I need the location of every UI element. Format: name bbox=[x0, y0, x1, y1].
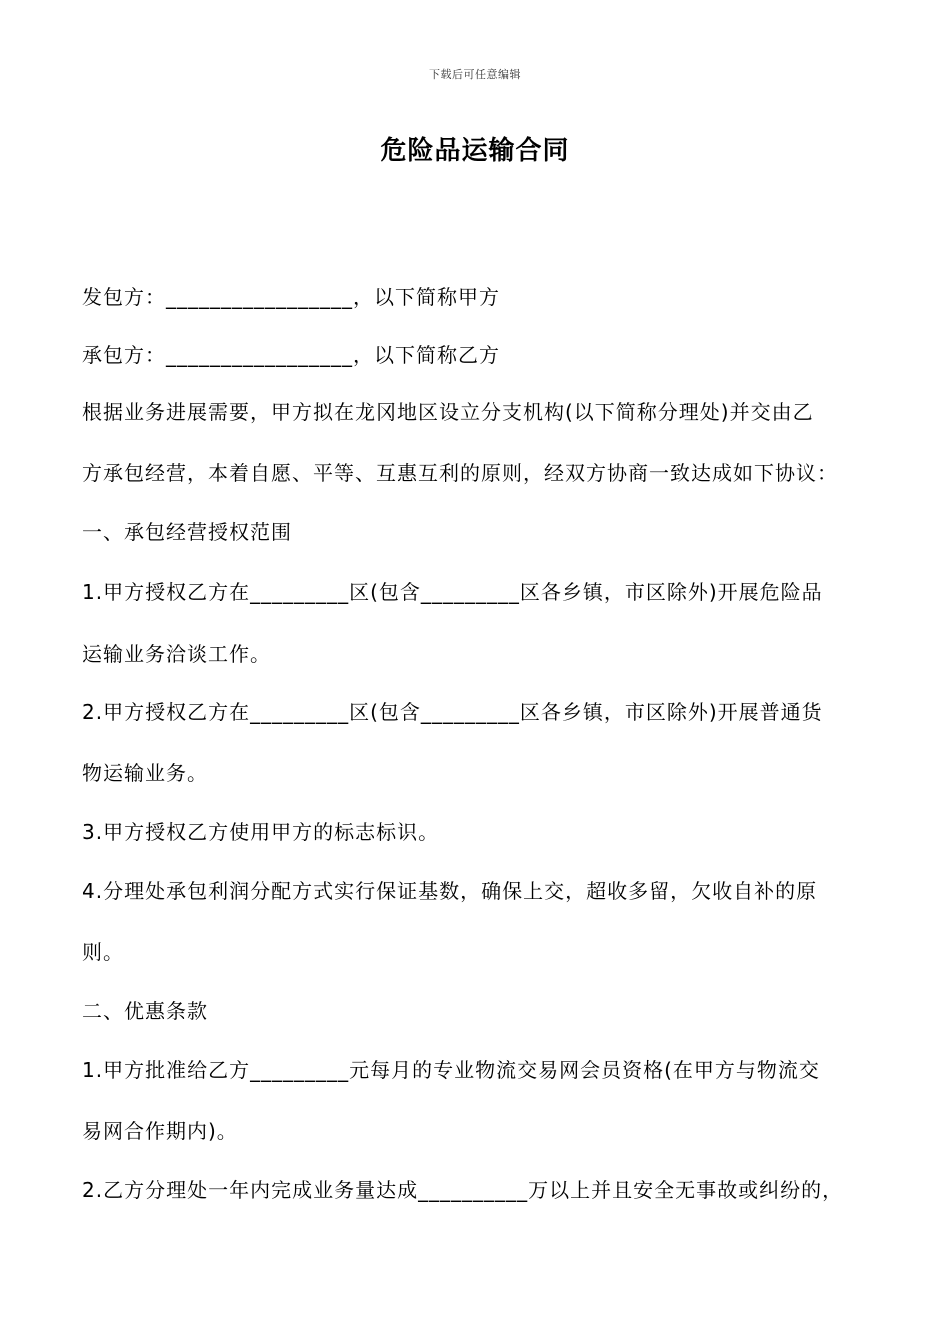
clause-2-1-line-1: 1.甲方批准给乙方_________元每月的专业物流交易网会员资格(在甲方与物流交 bbox=[82, 1058, 820, 1082]
clause-1-4-line-1: 4.分理处承包利润分配方式实行保证基数，确保上交，超收多留，欠收自补的原 bbox=[82, 879, 818, 903]
document-title: 危险品运输合同 bbox=[380, 136, 570, 166]
party-a-line: 发包方：_________________，以下简称甲方 bbox=[82, 285, 500, 309]
clause-1-1-line-2: 运输业务洽谈工作。 bbox=[82, 642, 271, 666]
clause-1-2-line-1: 2.甲方授权乙方在_________区(包含_________区各乡镇，市区除外)开展普通货 bbox=[82, 700, 823, 724]
clause-1-2-line-2: 物运输业务。 bbox=[82, 761, 208, 785]
header-note: 下载后可任意编辑 bbox=[429, 68, 521, 81]
section-heading-1: 一、承包经营授权范围 bbox=[82, 520, 292, 544]
clause-1-4-line-2: 则。 bbox=[82, 940, 124, 964]
section-heading-2: 二、优惠条款 bbox=[82, 999, 208, 1023]
preamble-line-2: 方承包经营，本着自愿、平等、互惠互利的原则，经双方协商一致达成如下协议： bbox=[82, 461, 838, 485]
preamble-line-1: 根据业务进展需要，甲方拟在龙冈地区设立分支机构(以下简称分理处)并交由乙 bbox=[82, 400, 814, 424]
clause-1-1-line-1: 1.甲方授权乙方在_________区(包含_________区各乡镇，市区除外)开展危险品 bbox=[82, 580, 823, 604]
clause-2-1-line-2: 易网合作期内)。 bbox=[82, 1119, 238, 1143]
clause-1-3: 3.甲方授权乙方使用甲方的标志标识。 bbox=[82, 820, 440, 844]
party-b-line: 承包方：_________________，以下简称乙方 bbox=[82, 343, 500, 367]
clause-2-2-line-1: 2.乙方分理处一年内完成业务量达成__________万以上并且安全无事故或纠纷的， bbox=[82, 1178, 844, 1202]
